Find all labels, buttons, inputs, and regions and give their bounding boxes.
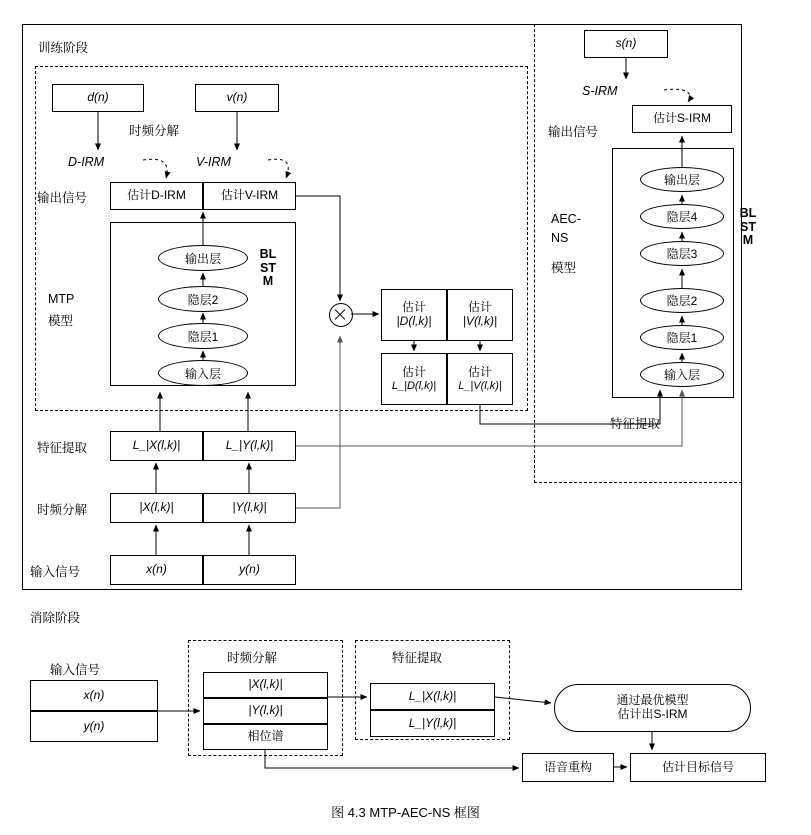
box-est-s-irm-label: 估计S-IRM <box>653 111 711 126</box>
aecns-model-label-l2: NS <box>551 231 569 245</box>
box-vn <box>195 84 279 112</box>
box-est-absD-word: 估计 <box>401 300 426 315</box>
box-sn <box>584 30 668 58</box>
mtp-input-layer <box>158 360 248 386</box>
aecns-hidden3 <box>640 241 724 266</box>
box-est-LV <box>447 353 513 405</box>
mtp-hidden1-label: 隐层1 <box>187 329 219 344</box>
mtp-hidden1 <box>158 323 248 349</box>
box-xn-cancel <box>30 680 158 711</box>
box-est-absV-value: |V(l,k)| <box>462 314 498 328</box>
box-phase-spectrum <box>203 724 328 750</box>
tf-decomp-label-cancel: 时频分解 <box>227 651 278 665</box>
box-yn-cancel <box>30 711 158 742</box>
box-xn-training <box>110 555 203 585</box>
box-est-s-irm <box>632 105 732 133</box>
box-absY-cancel-label: |Y(l,k)| <box>248 703 283 718</box>
input-signal-label-cancel: 输入信号 <box>50 663 101 677</box>
box-LY-training <box>203 431 296 461</box>
output-signal-label-aecns: 输出信号 <box>548 125 599 139</box>
mtp-blstm-label <box>259 248 277 289</box>
box-phase-spectrum-label: 相位谱 <box>247 729 284 744</box>
aecns-hidden1 <box>640 325 724 350</box>
box-absY-cancel <box>203 698 328 724</box>
feature-extract-label-cancel: 特征提取 <box>392 651 443 665</box>
mtp-model-label-line2: 模型 <box>48 314 74 328</box>
box-absX-cancel-label: |X(l,k)| <box>248 677 283 692</box>
box-est-d-irm <box>110 182 203 210</box>
aecns-model-label-l1: AEC- <box>551 212 581 226</box>
tf-decomp-label-training: 时频分解 <box>37 503 88 517</box>
aecns-input-layer-label: 输入层 <box>663 368 700 382</box>
box-est-LD-word: 估计 <box>401 364 426 379</box>
output-signal-label-training: 输出信号 <box>37 191 88 205</box>
box-sn-label: s(n) <box>615 36 637 51</box>
feature-extract-label-aecns: 特征提取 <box>610 417 661 431</box>
feature-extract-label-training: 特征提取 <box>37 441 88 455</box>
mtp-output-layer <box>158 245 248 271</box>
s-irm-label: S-IRM <box>582 84 618 98</box>
box-est-absV <box>447 289 513 341</box>
aecns-hidden4 <box>640 204 724 229</box>
mtp-hidden2 <box>158 286 248 312</box>
box-LX-cancel-label: L_|X(l,k)| <box>408 688 457 703</box>
box-absX-training <box>110 493 203 523</box>
v-irm-label: V-IRM <box>196 155 231 169</box>
aecns-blstm-text: BLSTM <box>739 206 757 247</box>
box-LY-cancel <box>370 710 495 737</box>
box-speech-reconstruction-label: 语音重构 <box>543 759 592 774</box>
box-est-LD-value: L_|D(l,k)| <box>391 379 437 392</box>
box-LX-cancel <box>370 683 495 710</box>
box-LX-training-label: L_|X(l,k)| <box>132 438 181 453</box>
box-est-v-irm <box>203 182 296 210</box>
box-best-model <box>554 684 751 732</box>
aecns-hidden1-label: 隐层1 <box>666 331 698 345</box>
box-est-LV-value: L_|V(l,k)| <box>458 379 502 392</box>
box-yn-training-label: y(n) <box>239 562 260 577</box>
box-xn-training-label: x(n) <box>146 562 167 577</box>
box-best-model-line2: 估计出S-IRM <box>617 707 688 721</box>
mtp-model-label-line1: MTP <box>48 292 75 306</box>
d-irm-label: D-IRM <box>68 155 105 169</box>
aecns-hidden2-label: 隐层2 <box>666 294 698 308</box>
aecns-output-layer <box>640 167 724 192</box>
training-stage-label: 训练阶段 <box>38 41 89 55</box>
box-est-absD <box>381 289 447 341</box>
box-est-d-irm-label: 估计D-IRM <box>127 188 186 203</box>
box-absY-training <box>203 493 296 523</box>
box-yn-cancel-label: y(n) <box>83 718 105 733</box>
mtp-hidden2-label: 隐层2 <box>187 292 219 307</box>
box-est-absV-word: 估计 <box>467 300 492 315</box>
box-dn-label: d(n) <box>87 90 109 105</box>
mtp-blstm-text: BLSTM <box>259 247 277 288</box>
aecns-blstm-label <box>739 207 757 248</box>
box-est-v-irm-label: 估计V-IRM <box>220 188 279 203</box>
input-signal-label-training: 输入信号 <box>30 565 81 579</box>
aecns-model-label-l3: 模型 <box>551 261 577 275</box>
mtp-output-layer-label: 输出层 <box>184 251 221 266</box>
box-best-model-line1: 通过最优模型 <box>616 693 689 708</box>
box-dn <box>52 84 144 112</box>
box-est-target-signal-label: 估计目标信号 <box>661 759 734 774</box>
box-absX-cancel <box>203 672 328 698</box>
aecns-hidden2 <box>640 288 724 313</box>
mtp-input-layer-label: 输入层 <box>184 366 221 381</box>
aecns-hidden4-label: 隐层4 <box>666 210 698 224</box>
box-est-target-signal <box>630 753 766 782</box>
box-absY-training-label: |Y(l,k)| <box>232 500 267 515</box>
box-LX-training <box>110 431 203 461</box>
box-LY-training-label: L_|Y(l,k)| <box>225 438 274 453</box>
box-speech-reconstruction <box>522 753 614 782</box>
tf-decomp-label-top: 时频分解 <box>129 124 180 138</box>
box-vn-label: v(n) <box>226 90 248 105</box>
aecns-hidden3-label: 隐层3 <box>666 247 698 261</box>
aecns-output-layer-label: 输出层 <box>663 173 700 187</box>
figure-caption: 图 4.3 MTP-AEC-NS 框图 <box>331 805 480 820</box>
box-est-LD <box>381 353 447 405</box>
cancel-stage-label: 消除阶段 <box>30 611 81 625</box>
box-xn-cancel-label: x(n) <box>83 687 105 702</box>
box-LY-cancel-label: L_|Y(l,k)| <box>408 715 457 730</box>
aecns-input-layer <box>640 362 724 387</box>
box-est-absD-value: |D(l,k)| <box>396 314 432 328</box>
multiply-node <box>329 303 353 327</box>
box-absX-training-label: |X(l,k)| <box>139 500 174 515</box>
box-yn-training <box>203 555 296 585</box>
box-est-LV-word: 估计 <box>467 364 492 379</box>
